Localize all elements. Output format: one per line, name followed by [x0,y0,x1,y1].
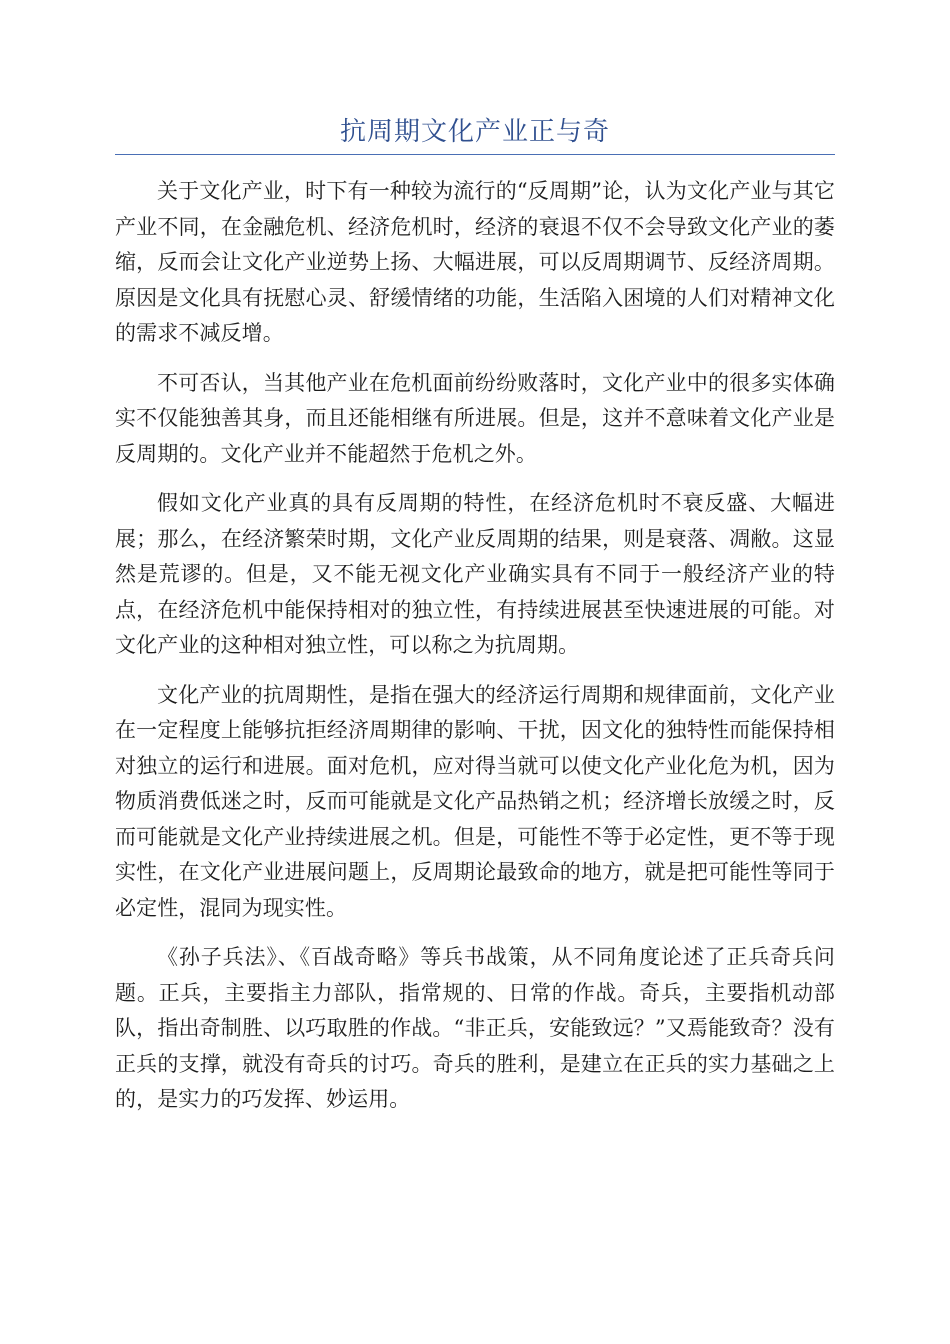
document-body [115,174,835,1132]
paragraph: 关于文化产业，时下有一种较为流行的“反周期”论，认为文化产业与其它产业不同，在金融危机、经济危机时，经济的衰退不仅不会导致文化产业的萎缩，反而会让文化产业逆势上扬、大幅进展，可以反周期调节、反经济周期。原因是文化具有抚慰心灵、舒缓情绪的功能，生活陷入困境的人们对精神文化的需求不减反增。 [115,179,835,345]
paragraph: 《孙子兵法》、《百战奇略》等兵书战策，从不同角度论述了正兵奇兵问题。正兵，主要指主力部队，指常规的、日常的作战。奇兵，主要指机动部队，指出奇制胜、以巧取胜的作战。“非正兵，安能致远？”又焉能致奇？没有正兵的支撑，就没有奇兵的讨巧。奇兵的胜利，是建立在正兵的实力基础之上的，是实力的巧发挥、妙运用。 [115,945,835,1111]
paragraph: 不可否认，当其他产业在危机面前纷纷败落时，文化产业中的很多实体确实不仅能独善其身，而且还能相继有所进展。但是，这并不意味着文化产业是反周期的。文化产业并不能超然于危机之外。 [115,370,835,466]
document-title: 抗周期文化产业正与奇 [339,117,610,147]
paragraph: 假如文化产业真的具有反周期的特性，在经济危机时不衰反盛、大幅进展；那么，在经济繁荣时期，文化产业反周期的结果，则是衰落、凋敝。这显然是荒谬的。但是，又不能无视文化产业确实具有不同于一般经济产业的特点，在经济危机中能保持相对的独立性，有持续进展甚至快速进展的可能。对文化产业的这种相对独立性，可以称之为抗周期。 [115,491,835,657]
paragraph: 文化产业的抗周期性，是指在强大的经济运行周期和规律面前，文化产业在一定程度上能够抗拒经济周期律的影响、干扰，因文化的独特性而能保持相对独立的运行和进展。面对危机，应对得当就可以使文化产业化危为机，因为物质消费低迷之时，反而可能就是文化产品热销之机；经济增长放缓之时，反而可能就是文化产业持续进展之机。但是，可能性不等于必定性，更不等于现实性，在文化产业进展问题上，反周期论最致命的地方，就是把可能性等同于必定性，混同为现实性。 [115,682,835,920]
title-underline [115,154,835,155]
